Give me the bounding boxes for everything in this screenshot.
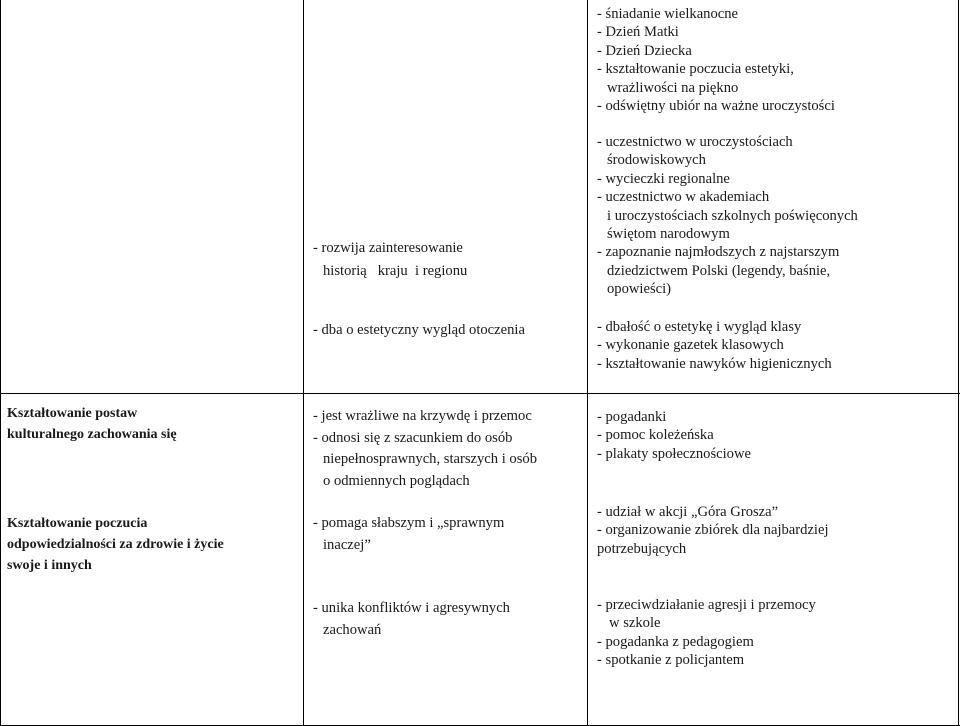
table-row-divider: [0, 393, 960, 394]
activities-cell-6: - przeciwdziałanie agresji i przemocy w szkole - pogadanka z pedagogiem - spotkanie z policjantem: [597, 597, 816, 669]
outcome-cell-3: - jest wrażliwe na krzywdę i przemoc - odnosi się z szacunkiem do osób niepełnosprawnych, starszych i osób o odmiennych poglądach: [313, 408, 537, 489]
activities-cell-3: - dbałość o estetykę i wygląd klasy - wykonanie gazetek klasowych - kształtowanie nawyków higienicznych: [597, 319, 832, 372]
table-divider-1: [303, 0, 304, 726]
area-cell-2: Kształtowanie poczucia odpowiedzialności za zdrowie i życie swoje i innych: [7, 516, 224, 573]
outcome-cell-4: - pomaga słabszym i „sprawnym inaczej”: [313, 515, 505, 553]
outcome-cell-1: - rozwija zainteresowanie historią kraju i regionu: [313, 240, 468, 279]
activities-cell-5: - udział w akcji „Góra Grosza” - organizowanie zbiórek dla najbardziej potrzebujących: [597, 504, 829, 557]
table-border-right: [958, 0, 959, 726]
outcome-cell-5: - unika konfliktów i agresywnych zachowań: [313, 600, 510, 638]
table-divider-2: [587, 0, 588, 726]
outcome-cell-2: - dba o estetyczny wygląd otoczenia: [313, 322, 525, 338]
table-border-left: [0, 0, 1, 726]
activities-cell-1: - śniadanie wielkanocne - Dzień Matki - Dzień Dziecka - kształtowanie poczucia estetyki, wrażliwości na piękno - odświętny ubiór na ważne uroczystości: [597, 6, 835, 115]
activities-cell-4: - pogadanki - pomoc koleżeńska - plakaty społecznościowe: [597, 409, 751, 462]
activities-cell-2: - uczestnictwo w uroczystościach środowiskowych - wycieczki regionalne - uczestnictwo w akademiach i uroczystościach szkolnych poświęconych świętom narodowym - zapoznanie najmłodszych z najstarszym dziedzictwem Polski (legendy, baśnie, opowieści): [597, 134, 858, 298]
area-cell-1: Kształtowanie postaw kulturalnego zachowania się: [7, 406, 177, 442]
